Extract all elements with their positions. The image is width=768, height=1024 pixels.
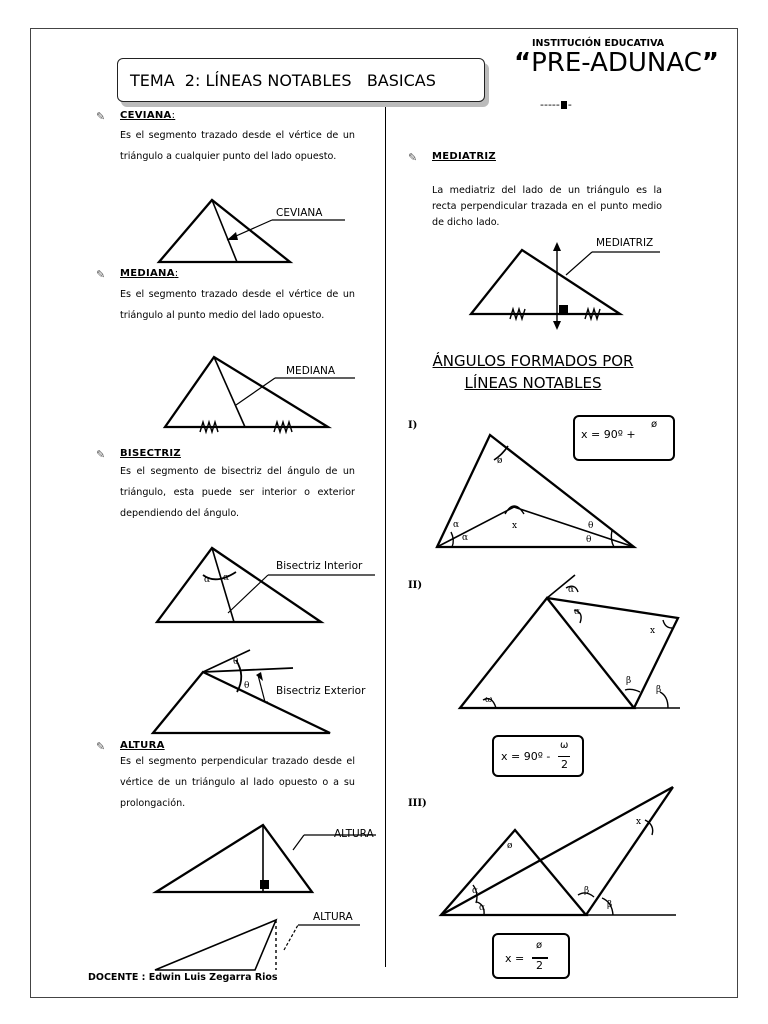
case-1-figure [437, 435, 634, 547]
mediatriz-figure [471, 242, 660, 330]
alpha-symbol: α [453, 520, 460, 530]
beta-symbol: β [584, 886, 590, 896]
theta-symbol: θ [586, 535, 592, 545]
pencil-icon: ✎ [96, 740, 106, 753]
x-symbol: x [636, 817, 642, 827]
beta-symbol: β [626, 676, 632, 686]
case-3-label: III) [408, 798, 427, 809]
omega-symbol: ω [485, 695, 493, 705]
mediatriz-text: La mediatriz del lado de un triángulo es la recta perpendicular trazada en el punto medio de dicho lado. [432, 185, 662, 228]
alpha-symbol: α [574, 607, 581, 617]
x-symbol: x [512, 521, 518, 531]
beta-symbol: β [656, 685, 662, 695]
theta-symbol: θ [588, 521, 594, 531]
alpha-symbol: α [223, 573, 230, 583]
mediana-text: Es el segmento trazado desde el vértice de un triángulo al punto medio del lado opuesto. [120, 289, 355, 321]
altura-heading: ALTURA [120, 740, 165, 751]
altura-text: Es el segmento perpendicular trazado desde el vértice de un triángulo al lado opuesto o a su prolongación. [120, 756, 355, 809]
case-2-label: II) [408, 580, 423, 591]
altura-label-2: ALTURA [313, 911, 353, 923]
alpha-symbol: α [462, 533, 469, 543]
pencil-icon: ✎ [96, 448, 106, 461]
institution-label: INSTITUCIÓN EDUCATIVA [532, 38, 665, 49]
alpha-symbol: α [204, 575, 211, 585]
docente-footer: DOCENTE : Edwin Luis Zegarra Rios [88, 972, 278, 983]
theta-symbol: θ [233, 657, 239, 667]
phi-symbol: ø [497, 456, 503, 466]
mediana-figure-label: MEDIANA [286, 365, 336, 377]
bisectriz-text: Es el segmento de bisectriz del ángulo de un triángulo, esta puede ser interior o exterior dependiendo del ángulo. [120, 466, 355, 519]
alpha-symbol: α [479, 903, 486, 913]
formula-box-1: x = 90º + ø [573, 415, 675, 461]
formula-box-2: x = 90º - ω 2 [492, 735, 584, 777]
ceviana-figure-label: CEVIANA [276, 207, 323, 219]
bisectriz-exterior-label: Bisectriz Exterior [276, 685, 366, 697]
angulos-title-line1: ÁNGULOS FORMADOS POR [432, 352, 634, 370]
bisectriz-interior-label: Bisectriz Interior [276, 560, 363, 572]
mediatriz-heading: MEDIATRIZ [432, 151, 496, 162]
mediana-heading: MEDIANA: [120, 268, 179, 279]
theta-symbol: θ [244, 681, 250, 691]
formula-box-3: x = ø 2 [492, 933, 570, 979]
bisectriz-heading: BISECTRIZ [120, 448, 181, 459]
ceviana-text: Es el segmento trazado desde el vértice de un triángulo a cualquier punto del lado opuesto. [120, 130, 355, 162]
institution-name: “PRE-ADUNAC” [514, 48, 719, 78]
case-1-label: I) [408, 420, 418, 431]
angulos-title-line2: LÍNEAS NOTABLES [464, 374, 602, 392]
mediatriz-figure-label: MEDIATRIZ [596, 237, 654, 249]
alpha-symbol: α [568, 585, 575, 595]
altura-figure-2 [155, 920, 360, 970]
phi-symbol: ø [507, 841, 513, 851]
beta-symbol: β [607, 900, 613, 910]
x-symbol: x [650, 626, 656, 636]
altura-label-1: ALTURA [334, 828, 374, 840]
pencil-icon: ✎ [96, 268, 106, 281]
pencil-icon: ✎ [408, 151, 418, 164]
pencil-icon: ✎ [96, 110, 106, 123]
ceviana-heading: CEVIANA: [120, 110, 176, 121]
alpha-symbol: α [472, 886, 479, 896]
institution-underline: ----- - [540, 98, 572, 111]
topic-title: TEMA 2: LÍNEAS NOTABLES BASICAS [130, 70, 436, 90]
